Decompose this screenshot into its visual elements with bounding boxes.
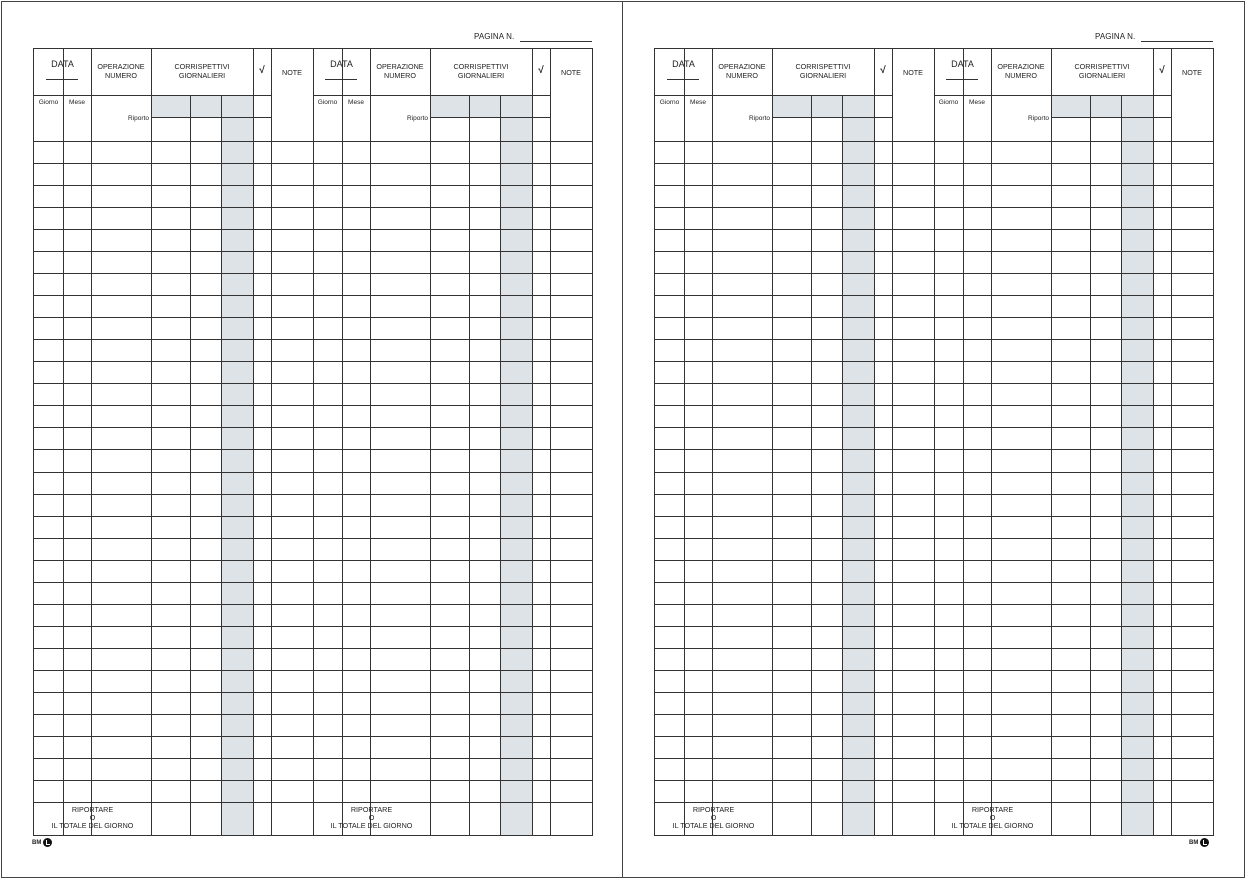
header-divider	[34, 95, 271, 96]
brand-logo	[32, 838, 52, 847]
table-row-line	[313, 560, 592, 561]
table-row-line	[34, 692, 313, 693]
table-row-line	[655, 361, 934, 362]
subcolumn-divider	[500, 95, 501, 835]
table-row-line	[655, 163, 934, 164]
table-row-line	[655, 295, 934, 296]
table-row-line	[934, 582, 1213, 583]
table-row-line	[934, 163, 1213, 164]
table-row-line	[313, 626, 592, 627]
table-row-line	[313, 449, 592, 450]
table-row-line	[934, 185, 1213, 186]
pagina-label: PAGINA N.	[1095, 32, 1136, 41]
pagina-label: PAGINA N.	[474, 32, 515, 41]
sub-mese-label: Mese	[690, 99, 706, 106]
column-divider	[253, 49, 254, 835]
table-row-line	[313, 361, 592, 362]
column-divider	[63, 49, 64, 835]
table-row-line	[34, 670, 313, 671]
table-row-line	[655, 538, 934, 539]
column-divider	[1171, 49, 1172, 835]
table-row-line	[34, 802, 313, 803]
table-row-line	[655, 604, 934, 605]
riporto-line	[772, 117, 892, 118]
col-check-header: √	[259, 65, 265, 76]
table-row-line	[655, 736, 934, 737]
table-row-line	[934, 449, 1213, 450]
table-row-line	[934, 560, 1213, 561]
table-row-line	[655, 780, 934, 781]
shaded-total-column	[1122, 95, 1153, 835]
table-row-line	[34, 383, 313, 384]
table-row-line	[34, 472, 313, 473]
table-row-line	[934, 494, 1213, 495]
col-note-header: NOTE	[282, 68, 302, 77]
table-row-line	[34, 427, 313, 428]
table-row-line	[655, 383, 934, 384]
table-row-line	[934, 229, 1213, 230]
column-divider	[91, 49, 92, 835]
col-data-header: DATA	[51, 59, 74, 69]
table-row-line	[655, 427, 934, 428]
table-row-line	[934, 538, 1213, 539]
table-row-line	[313, 538, 592, 539]
table-row-line	[313, 802, 592, 803]
riporto-label: Riporto	[128, 115, 149, 122]
table-row-line	[313, 295, 592, 296]
column-divider	[430, 49, 431, 835]
table-row-line	[313, 251, 592, 252]
table-row-line	[655, 626, 934, 627]
table-row-line	[934, 339, 1213, 340]
column-divider	[532, 49, 533, 835]
col-check-header: √	[880, 65, 886, 76]
table-row-line	[313, 736, 592, 737]
table-row-line	[934, 670, 1213, 671]
table-row-line	[313, 780, 592, 781]
col-note-header: NOTE	[1182, 68, 1202, 77]
column-divider	[712, 49, 713, 835]
col-data-header: DATA	[672, 59, 695, 69]
column-divider	[151, 49, 152, 835]
table-row-line	[655, 405, 934, 406]
table-row-line	[313, 383, 592, 384]
table-row-line	[655, 516, 934, 517]
subheader-divider	[655, 141, 934, 142]
table-row-line	[34, 361, 313, 362]
footer-totale-label: RIPORTARE O IL TOTALE DEL GIORNO	[51, 805, 134, 830]
ledger-table	[33, 48, 593, 836]
col-operazione-header: OPERAZIONE NUMERO	[997, 62, 1045, 80]
table-row-line	[34, 780, 313, 781]
table-row-line	[313, 405, 592, 406]
table-row-line	[655, 185, 934, 186]
table-row-line	[34, 449, 313, 450]
riporto-line	[151, 117, 271, 118]
table-row-line	[34, 163, 313, 164]
sub-mese-label: Mese	[348, 99, 364, 106]
subheader-divider	[313, 141, 592, 142]
table-row-line	[34, 582, 313, 583]
brand-mark-icon	[1200, 838, 1209, 847]
pagina-number-line	[520, 41, 592, 42]
table-row-line	[655, 560, 934, 561]
column-divider	[1153, 49, 1154, 835]
col-operazione-header: OPERAZIONE NUMERO	[718, 62, 766, 80]
col-corrispettivi-header: CORRISPETTIVI GIORNALIERI	[453, 62, 509, 80]
table-row-line	[655, 758, 934, 759]
table-row-line	[313, 472, 592, 473]
table-row-line	[655, 670, 934, 671]
table-row-line	[934, 626, 1213, 627]
column-divider	[991, 49, 992, 835]
table-row-line	[655, 648, 934, 649]
column-divider	[1051, 49, 1052, 835]
table-row-line	[655, 339, 934, 340]
table-row-line	[655, 802, 934, 803]
table-row-line	[34, 538, 313, 539]
table-row-line	[34, 648, 313, 649]
table-row-line	[655, 207, 934, 208]
table-row-line	[34, 736, 313, 737]
sub-mese-label: Mese	[969, 99, 985, 106]
table-row-line	[313, 229, 592, 230]
table-row-line	[313, 207, 592, 208]
shaded-total-column	[222, 95, 253, 835]
table-row-line	[934, 427, 1213, 428]
data-underline	[946, 79, 978, 80]
sub-giorno-label: Giorno	[659, 99, 680, 106]
table-row-line	[313, 163, 592, 164]
riporto-line	[430, 117, 550, 118]
col-note-header: NOTE	[561, 68, 581, 77]
col-check-header: √	[538, 65, 544, 76]
subcolumn-divider	[1121, 95, 1122, 835]
table-row-line	[934, 692, 1213, 693]
table-row-line	[34, 295, 313, 296]
table-row-line	[34, 317, 313, 318]
column-divider	[892, 49, 893, 835]
table-row-line	[313, 339, 592, 340]
table-row-line	[934, 361, 1213, 362]
brand-logo	[1189, 838, 1209, 847]
column-divider	[370, 49, 371, 835]
table-row-line	[313, 692, 592, 693]
sub-mese-label: Mese	[69, 99, 85, 106]
table-row-line	[934, 251, 1213, 252]
header-divider	[313, 95, 550, 96]
table-row-line	[34, 185, 313, 186]
brand-logo-text: BM	[1189, 839, 1199, 846]
table-row-line	[313, 670, 592, 671]
table-row-line	[934, 273, 1213, 274]
ledger-page-right	[622, 1, 1245, 878]
column-divider	[271, 49, 272, 835]
shaded-riporto-cells	[773, 95, 842, 117]
table-row-line	[655, 582, 934, 583]
table-row-line	[934, 207, 1213, 208]
column-divider	[684, 49, 685, 835]
subcolumn-divider	[190, 95, 191, 835]
column-divider	[772, 49, 773, 835]
shaded-riporto-cells	[1052, 95, 1121, 117]
header-divider	[934, 95, 1171, 96]
table-row-line	[655, 472, 934, 473]
col-corrispettivi-header: CORRISPETTIVI GIORNALIERI	[795, 62, 851, 80]
col-corrispettivi-header: CORRISPETTIVI GIORNALIERI	[174, 62, 230, 80]
table-row-line	[655, 714, 934, 715]
table-row-line	[34, 229, 313, 230]
subcolumn-divider	[1090, 95, 1091, 835]
table-row-line	[934, 604, 1213, 605]
brand-mark-icon	[43, 838, 52, 847]
subheader-divider	[934, 141, 1213, 142]
table-row-line	[934, 802, 1213, 803]
shaded-total-column	[501, 95, 532, 835]
sub-giorno-label: Giorno	[317, 99, 338, 106]
subcolumn-divider	[811, 95, 812, 835]
footer-totale-label: RIPORTARE O IL TOTALE DEL GIORNO	[672, 805, 755, 830]
col-check-header: √	[1159, 65, 1165, 76]
riporto-label: Riporto	[749, 115, 770, 122]
ledger-page-left	[1, 1, 623, 878]
shaded-riporto-cells	[431, 95, 500, 117]
col-note-header: NOTE	[903, 68, 923, 77]
sub-giorno-label: Giorno	[38, 99, 59, 106]
table-row-line	[934, 295, 1213, 296]
table-row-line	[655, 494, 934, 495]
table-row-line	[655, 229, 934, 230]
table-row-line	[655, 317, 934, 318]
table-row-line	[934, 383, 1213, 384]
table-row-line	[313, 494, 592, 495]
col-corrispettivi-header: CORRISPETTIVI GIORNALIERI	[1074, 62, 1130, 80]
column-divider	[963, 49, 964, 835]
table-row-line	[313, 714, 592, 715]
column-divider	[313, 49, 314, 835]
table-row-line	[934, 736, 1213, 737]
table-row-line	[34, 626, 313, 627]
table-row-line	[313, 648, 592, 649]
table-row-line	[655, 449, 934, 450]
column-divider	[550, 49, 551, 835]
subheader-divider	[34, 141, 313, 142]
data-underline	[667, 79, 699, 80]
table-row-line	[34, 758, 313, 759]
riporto-label: Riporto	[1028, 115, 1049, 122]
table-row-line	[34, 516, 313, 517]
footer-totale-label: RIPORTARE O IL TOTALE DEL GIORNO	[951, 805, 1034, 830]
table-row-line	[934, 516, 1213, 517]
table-row-line	[34, 207, 313, 208]
table-row-line	[934, 758, 1213, 759]
pagina-number-line	[1141, 41, 1213, 42]
data-underline	[46, 79, 78, 80]
header-divider	[655, 95, 892, 96]
table-row-line	[313, 317, 592, 318]
col-operazione-header: OPERAZIONE NUMERO	[376, 62, 424, 80]
table-row-line	[655, 273, 934, 274]
table-row-line	[313, 427, 592, 428]
table-row-line	[34, 560, 313, 561]
ledger-table	[654, 48, 1214, 836]
subcolumn-divider	[469, 95, 470, 835]
riporto-label: Riporto	[407, 115, 428, 122]
col-operazione-header: OPERAZIONE NUMERO	[97, 62, 145, 80]
table-row-line	[934, 648, 1213, 649]
shaded-total-column	[843, 95, 874, 835]
column-divider	[342, 49, 343, 835]
brand-logo-text: BM	[32, 839, 42, 846]
table-row-line	[34, 339, 313, 340]
table-row-line	[34, 494, 313, 495]
table-row-line	[313, 185, 592, 186]
col-data-header: DATA	[330, 59, 353, 69]
table-row-line	[313, 273, 592, 274]
column-divider	[874, 49, 875, 835]
table-row-line	[934, 317, 1213, 318]
sub-giorno-label: Giorno	[938, 99, 959, 106]
table-row-line	[313, 582, 592, 583]
table-row-line	[934, 405, 1213, 406]
footer-totale-label: RIPORTARE O IL TOTALE DEL GIORNO	[330, 805, 413, 830]
col-data-header: DATA	[951, 59, 974, 69]
table-row-line	[34, 405, 313, 406]
table-row-line	[934, 714, 1213, 715]
table-row-line	[34, 273, 313, 274]
data-underline	[325, 79, 357, 80]
subcolumn-divider	[221, 95, 222, 835]
table-row-line	[34, 604, 313, 605]
table-row-line	[313, 758, 592, 759]
table-row-line	[934, 780, 1213, 781]
table-row-line	[34, 714, 313, 715]
riporto-line	[1051, 117, 1171, 118]
table-row-line	[34, 251, 313, 252]
table-row-line	[655, 692, 934, 693]
shaded-riporto-cells	[152, 95, 221, 117]
subcolumn-divider	[842, 95, 843, 835]
table-row-line	[313, 604, 592, 605]
table-row-line	[934, 472, 1213, 473]
column-divider	[934, 49, 935, 835]
table-row-line	[313, 516, 592, 517]
table-row-line	[655, 251, 934, 252]
